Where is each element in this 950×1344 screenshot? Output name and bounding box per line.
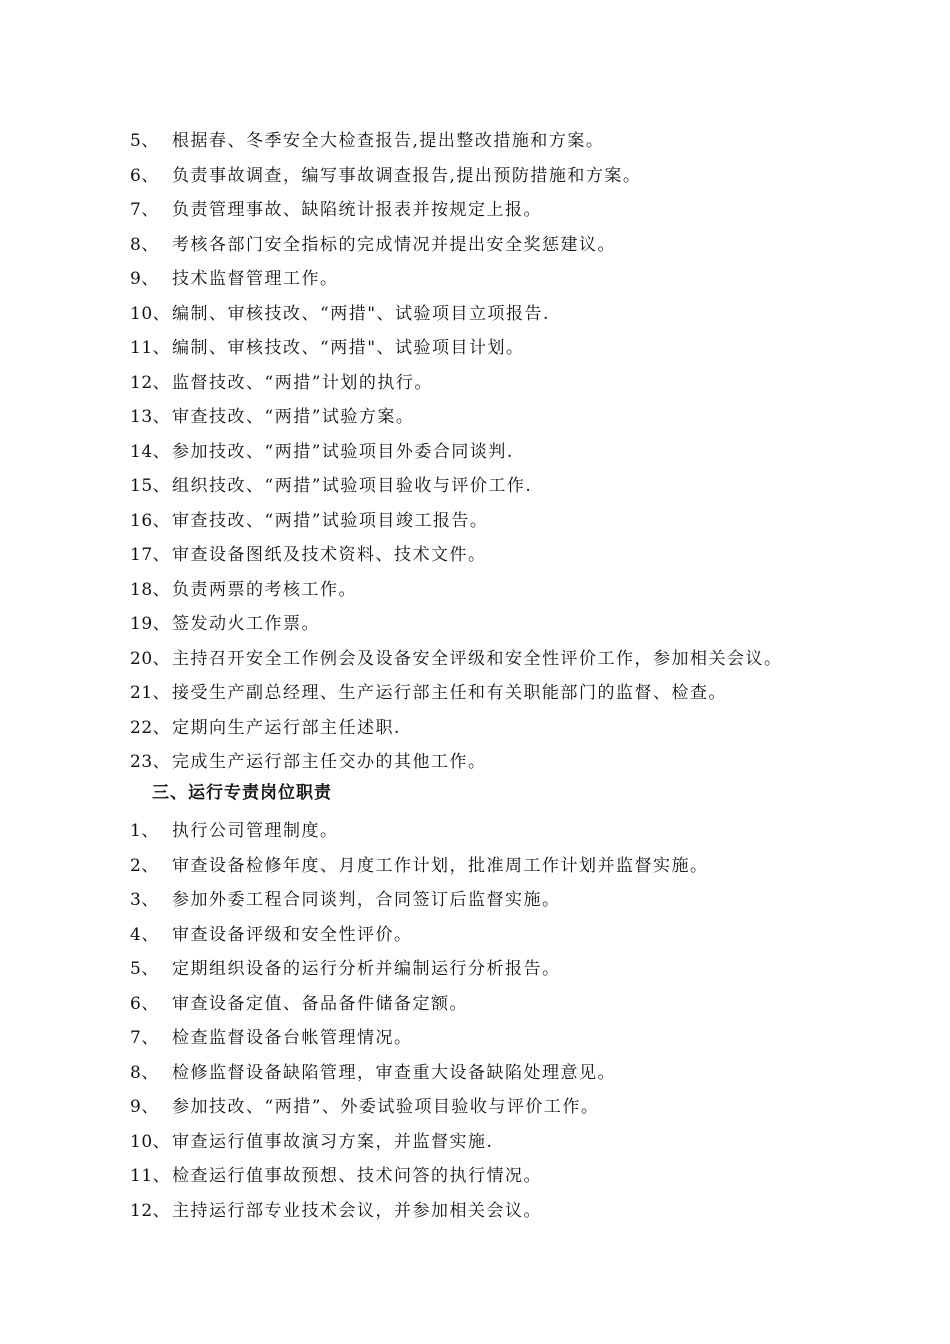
item-text: 审查设备定值、备品备件储备定额。 bbox=[172, 993, 468, 1014]
list-item bbox=[130, 297, 930, 332]
item-number: 7、 bbox=[130, 1028, 159, 1048]
list-item bbox=[130, 814, 930, 849]
list-item bbox=[130, 1056, 930, 1091]
item-number: 19、 bbox=[130, 614, 171, 634]
item-text: 参加技改、“两措”、外委试验项目验收与评价工作。 bbox=[172, 1097, 600, 1117]
item-number: 3、 bbox=[130, 890, 159, 910]
item-text: 负责管理事故、缺陷统计报表并按规定上报。 bbox=[172, 200, 542, 220]
list-item bbox=[130, 952, 930, 987]
item-number: 12、 bbox=[130, 372, 171, 393]
item-text: 审查技改、“两措”试验方案。 bbox=[172, 407, 415, 427]
list-item bbox=[130, 987, 930, 1022]
item-text: 定期向生产运行部主任述职. bbox=[172, 717, 401, 738]
item-number: 8、 bbox=[130, 234, 159, 255]
item-number: 22、 bbox=[130, 717, 171, 738]
list-item bbox=[130, 1159, 930, 1194]
list-item bbox=[130, 538, 930, 573]
item-number: 11、 bbox=[130, 1166, 171, 1186]
item-text: 检查监督设备台帐管理情况。 bbox=[172, 1028, 413, 1048]
list-item bbox=[130, 435, 930, 470]
section-two-list bbox=[130, 124, 930, 780]
section-heading: 三、运行专责岗位职责 bbox=[152, 783, 332, 803]
item-number: 5、 bbox=[130, 959, 159, 979]
item-number: 6、 bbox=[130, 165, 159, 186]
item-text: 执行公司管理制度。 bbox=[172, 821, 339, 841]
item-text: 考核各部门安全指标的完成情况并提出安全奖惩建议。 bbox=[172, 234, 616, 255]
item-number: 21、 bbox=[130, 683, 171, 703]
list-item bbox=[130, 918, 930, 953]
item-number: 7、 bbox=[130, 200, 159, 220]
item-number: 17、 bbox=[130, 545, 171, 565]
item-number: 5、 bbox=[130, 131, 159, 151]
item-text: 负责两票的考核工作。 bbox=[172, 579, 357, 600]
item-number: 20、 bbox=[130, 648, 171, 669]
list-item bbox=[130, 849, 930, 884]
item-number: 15、 bbox=[130, 476, 171, 496]
list-item bbox=[130, 159, 930, 194]
item-text: 检修监督设备缺陷管理，审查重大设备缺陷处理意见。 bbox=[172, 1062, 616, 1083]
list-item bbox=[130, 124, 930, 159]
item-text: 定期组织设备的运行分析并编制运行分析报告。 bbox=[172, 959, 561, 979]
item-number: 18、 bbox=[130, 579, 171, 600]
item-text: 技术监督管理工作。 bbox=[172, 269, 339, 289]
item-text: 审查设备评级和安全性评价。 bbox=[172, 924, 413, 945]
list-item bbox=[130, 883, 930, 918]
item-number: 4、 bbox=[130, 924, 159, 945]
item-number: 10、 bbox=[130, 1131, 171, 1152]
item-text: 接受生产副总经理、生产运行部主任和有关职能部门的监督、检查。 bbox=[172, 683, 727, 703]
item-text: 参加技改、“两措”试验项目外委合同谈判. bbox=[172, 441, 514, 462]
list-item bbox=[130, 573, 930, 608]
item-text: 审查技改、“两措”试验项目竣工报告。 bbox=[172, 510, 489, 531]
item-number: 23、 bbox=[130, 752, 171, 772]
list-item bbox=[130, 1125, 930, 1160]
item-number: 16、 bbox=[130, 510, 171, 531]
item-number: 9、 bbox=[130, 269, 159, 289]
item-text: 审查设备检修年度、月度工作计划，批准周工作计划并监督实施。 bbox=[172, 855, 709, 876]
list-item bbox=[130, 193, 930, 228]
list-item bbox=[130, 504, 930, 539]
item-number: 12、 bbox=[130, 1200, 171, 1221]
list-item bbox=[130, 331, 930, 366]
item-text: 组织技改、“两措”试验项目验收与评价工作. bbox=[172, 476, 533, 496]
item-number: 9、 bbox=[130, 1097, 159, 1117]
list-item bbox=[130, 1194, 930, 1229]
item-number: 13、 bbox=[130, 407, 171, 427]
item-text: 检查运行值事故预想、技术问答的执行情况。 bbox=[172, 1166, 542, 1186]
list-item bbox=[130, 469, 930, 504]
item-number: 8、 bbox=[130, 1062, 159, 1083]
item-number: 2、 bbox=[130, 855, 159, 876]
list-item bbox=[130, 642, 930, 677]
list-item bbox=[130, 676, 930, 711]
item-text: 主持召开安全工作例会及设备安全评级和安全性评价工作，参加相关会议。 bbox=[172, 648, 783, 669]
item-number: 1、 bbox=[130, 821, 159, 841]
item-number: 14、 bbox=[130, 441, 171, 462]
item-text: 主持运行部专业技术会议，并参加相关会议。 bbox=[172, 1200, 542, 1221]
item-text: 签发动火工作票。 bbox=[172, 614, 320, 634]
list-item bbox=[130, 366, 930, 401]
item-number: 6、 bbox=[130, 993, 159, 1014]
list-item bbox=[130, 711, 930, 746]
item-text: 编制、审核技改、“两措"、试验项目立项报告. bbox=[172, 303, 550, 324]
item-text: 完成生产运行部主任交办的其他工作。 bbox=[172, 752, 487, 772]
item-text: 审查运行值事故演习方案，并监督实施. bbox=[172, 1131, 494, 1152]
item-text: 负责事故调查，编写事故调查报告,提出预防措施和方案。 bbox=[172, 165, 642, 186]
item-text: 参加外委工程合同谈判，合同签订后监督实施。 bbox=[172, 890, 561, 910]
section-three-list bbox=[130, 814, 930, 1228]
list-item bbox=[130, 607, 930, 642]
list-item bbox=[130, 400, 930, 435]
item-text: 监督技改、“两措”计划的执行。 bbox=[172, 372, 433, 393]
list-item bbox=[130, 1090, 930, 1125]
item-text: 编制、审核技改、“两措"、试验项目计划。 bbox=[172, 338, 525, 358]
item-number: 11、 bbox=[130, 338, 171, 358]
list-item bbox=[130, 1021, 930, 1056]
item-text: 根据春、冬季安全大检查报告,提出整改措施和方案。 bbox=[172, 131, 605, 151]
list-item bbox=[130, 262, 930, 297]
item-number: 10、 bbox=[130, 303, 171, 324]
list-item bbox=[130, 228, 930, 263]
list-item bbox=[130, 745, 930, 780]
item-text: 审查设备图纸及技术资料、技术文件。 bbox=[172, 545, 487, 565]
